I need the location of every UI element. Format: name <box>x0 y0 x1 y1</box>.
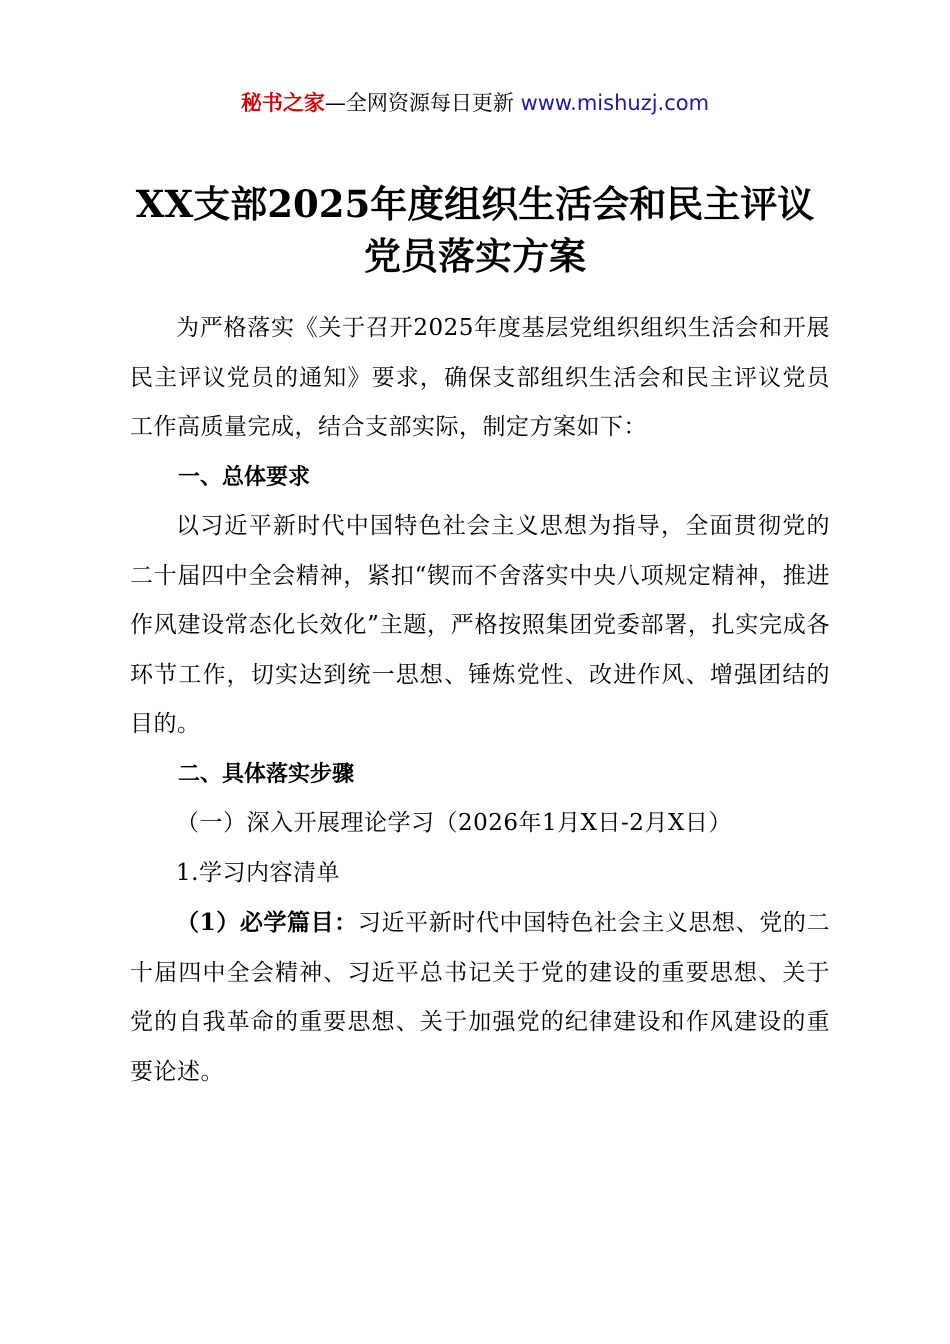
site-url-link[interactable]: www.mishuzj.com <box>520 91 710 115</box>
document-title <box>100 178 850 282</box>
title-line-1: XX支部2025年度组织生活会和民主评议 <box>135 182 815 226</box>
section-heading-implementation-steps: 二、具体落实步骤 <box>178 761 355 787</box>
title-line-2: 党员落实方案 <box>364 234 586 278</box>
document-body <box>130 304 830 1097</box>
required-readings-label: （1）必学篇目： <box>176 909 358 936</box>
site-header <box>0 88 950 118</box>
intro-paragraph: 为严格落实《关于召开2025年度基层党组织组织生活会和开展民主评议党员的通知》要求，确保支部组织生活会和民主评议党员工作高质量完成，结合支部实际，制定方案如下： <box>130 315 830 440</box>
section-heading-general-requirements: 一、总体要求 <box>178 464 311 490</box>
brand-name: 秘书之家 <box>240 91 325 115</box>
item-study-content-list: 1.学习内容清单 <box>176 859 340 886</box>
general-requirements-paragraph: 以习近平新时代中国特色社会主义思想为指导，全面贯彻党的二十届四中全会精神，紧扣“锲而不舍落实中央八项规定精神，推进作风建设常态化长效化”主题，严格按照集团党委部署，扎实完成各环节工作，切实达到统一思想、锤炼党性、改进作风、增强团结的目的。 <box>130 513 830 737</box>
required-readings-text: 习近平新时代中国特色社会主义思想、党的二十届四中全会精神、习近平总书记关于党的建设的重要思想、关于党的自我革命的重要思想、关于加强党的纪律建设和作风建设的重要论述。 <box>130 910 830 1085</box>
subsection-theory-study: （一）深入开展理论学习（2026年1月X日-2月X日） <box>176 810 732 836</box>
item-required-readings <box>130 898 830 1097</box>
header-slogan: —全网资源每日更新 <box>324 91 521 115</box>
